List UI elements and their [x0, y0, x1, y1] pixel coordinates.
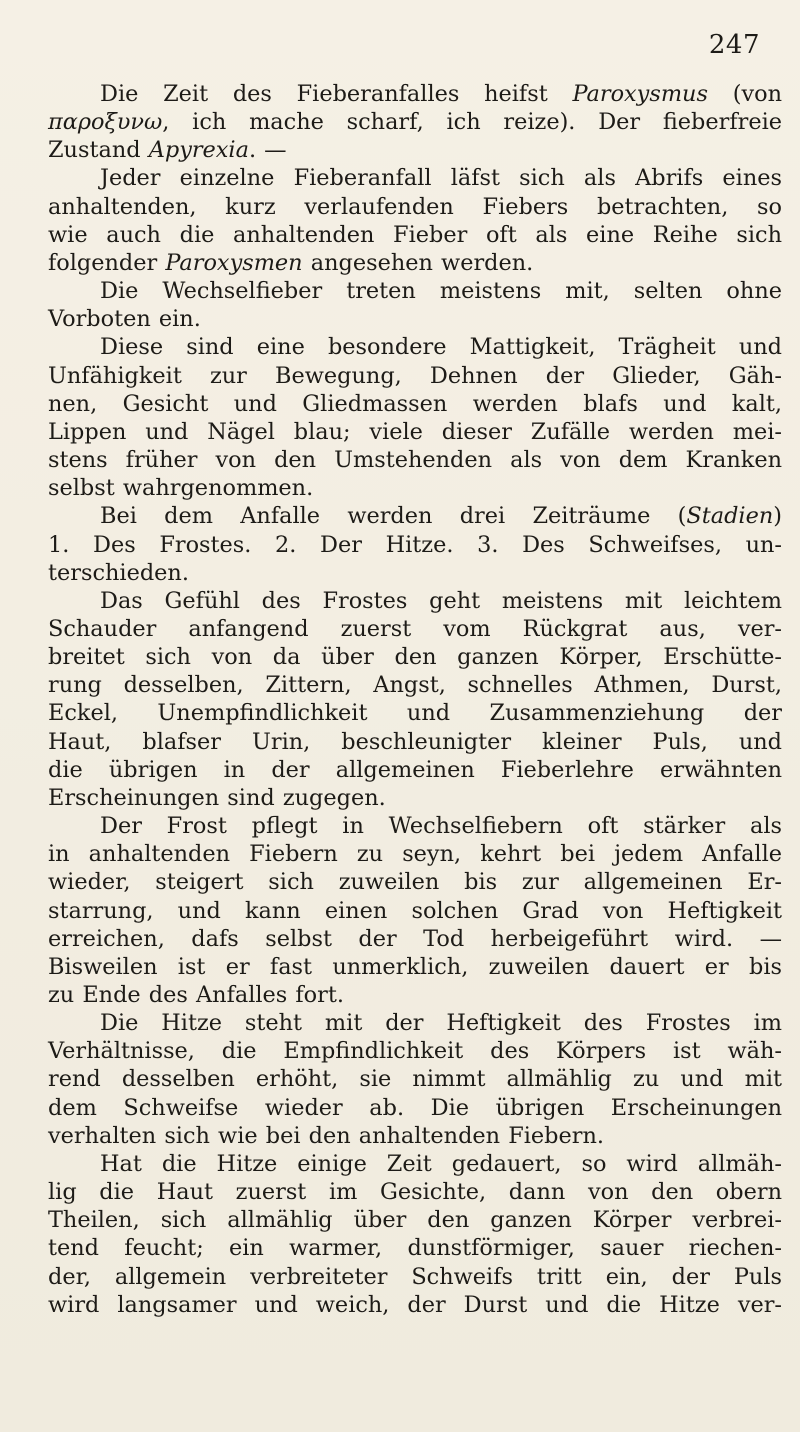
text-line: Bisweilen ist er fast unmerklich, zuweilen dauert er bis — [48, 953, 782, 980]
text-line: starrung, und kann einen solchen Grad von Heftigkeit — [48, 897, 782, 924]
text-line: breitet sich von da über den ganzen Körper, Erschütte- — [48, 644, 782, 671]
paragraph — [48, 1009, 782, 1150]
text-line: Unfähigkeit zur Bewegung, Dehnen der Glieder, Gäh- — [48, 362, 782, 389]
text-line: stens früher von den Umstehenden als von dem Kranken — [48, 447, 782, 474]
text-line: folgender Paroxysmen angesehen werden. — [48, 249, 534, 276]
body-text — [48, 80, 782, 1319]
text-line: tend feucht; ein warmer, dunstförmiger, sauer riechen- — [48, 1235, 782, 1262]
paragraph — [48, 587, 782, 812]
paragraph — [48, 812, 782, 1009]
text-line: Eckel, Unempfindlichkeit und Zusammenziehung der — [48, 700, 782, 727]
text-line: Zustand Apyrexia. — — [48, 137, 287, 164]
term-paroxysmus: Paroxysmus — [572, 81, 708, 107]
text-line: dem Schweifse wieder ab. Die übrigen Erscheinungen — [48, 1094, 782, 1121]
paragraph — [48, 333, 782, 502]
text-line: wird langsamer und weich, der Durst und die Hitze ver- — [48, 1291, 782, 1318]
page-number: 247 — [708, 30, 760, 60]
text-line: selbst wahrgenommen. — [48, 475, 314, 502]
text-line: Die Hitze steht mit der Heftigkeit des Frostes im — [100, 1010, 782, 1037]
text-line: παροξυνω, ich mache scharf, ich reize). Der fieberfreie — [48, 109, 782, 136]
text-line: terschieden. — [48, 559, 189, 586]
text-line: Die Zeit des Fieberanfalles heifst Paroxysmus (von — [100, 81, 782, 107]
text-line: nen, Gesicht und Gliedmassen werden blafs und kalt, — [48, 390, 782, 417]
text-line: Jeder einzelne Fieberanfall läfst sich als Abrifs eines — [100, 165, 782, 192]
text-line: zu Ende des Anfalles fort. — [48, 982, 344, 1008]
term-paroxysmen: Paroxysmen — [165, 249, 303, 276]
text-line: erreichen, dafs selbst der Tod herbeigeführt wird. — — [48, 925, 782, 952]
text-line: Haut, blafser Urin, beschleunigter kleiner Puls, und — [48, 728, 782, 755]
text-line: lig die Haut zuerst im Gesichte, dann von den obern — [48, 1179, 782, 1206]
paragraph — [48, 164, 782, 277]
term-apyrexia: Apyrexia — [148, 137, 249, 164]
text-line: anhaltenden, kurz verlaufenden Fiebers betrachten, so — [48, 193, 782, 220]
text-line: Diese sind eine besondere Mattigkeit, Trägheit und — [100, 334, 782, 361]
paragraph — [48, 502, 782, 586]
paragraph — [48, 277, 782, 333]
text-line: rung desselben, Zittern, Angst, schnelles Athmen, Durst, — [48, 672, 782, 699]
text-line: Lippen und Nägel blau; viele dieser Zufälle werden mei- — [48, 418, 782, 445]
text-line: der, allgemein verbreiteter Schweifs tritt ein, der Puls — [48, 1263, 782, 1290]
greek-word: παροξυνω — [48, 109, 163, 136]
text-line: Das Gefühl des Frostes geht meistens mit leichtem — [100, 587, 782, 614]
text-line: die übrigen in der allgemeinen Fieberlehre erwähnten — [48, 756, 782, 783]
text-line: Die Wechselfieber treten meistens mit, selten ohne — [100, 278, 782, 305]
text-line: Bei dem Anfalle werden drei Zeiträume (Stadien) — [100, 503, 782, 530]
text-line: Theilen, sich allmählig über den ganzen Körper verbrei- — [48, 1207, 782, 1234]
text-line: in anhaltenden Fiebern zu seyn, kehrt bei jedem Anfalle — [48, 841, 782, 868]
text-line: rend desselben erhöht, sie nimmt allmählig zu und mit — [48, 1066, 782, 1093]
text-line: wieder, steigert sich zuweilen bis zur allgemeinen Er- — [48, 869, 782, 896]
paragraph — [48, 1150, 782, 1319]
text-line: verhalten sich wie bei den anhaltenden Fiebern. — [48, 1122, 604, 1149]
text-line: Hat die Hitze einige Zeit gedauert, so wird allmäh- — [100, 1150, 782, 1177]
text-line: Vorboten ein. — [48, 306, 201, 333]
text-line: wie auch die anhaltenden Fieber oft als eine Reihe sich — [48, 221, 782, 248]
text-line: Verhältnisse, die Empfindlichkeit des Körpers ist wäh- — [48, 1038, 782, 1065]
text-line: Schauder anfangend zuerst vom Rückgrat aus, ver- — [48, 615, 782, 642]
paragraph — [48, 80, 782, 164]
term-stadien: Stadien — [686, 503, 774, 530]
text-line: Der Frost pflegt in Wechselfiebern oft stärker als — [100, 813, 782, 840]
text-line: Erscheinungen sind zugegen. — [48, 784, 386, 811]
text-line: 1. Des Frostes. 2. Der Hitze. 3. Des Schweifses, un- — [48, 531, 782, 558]
